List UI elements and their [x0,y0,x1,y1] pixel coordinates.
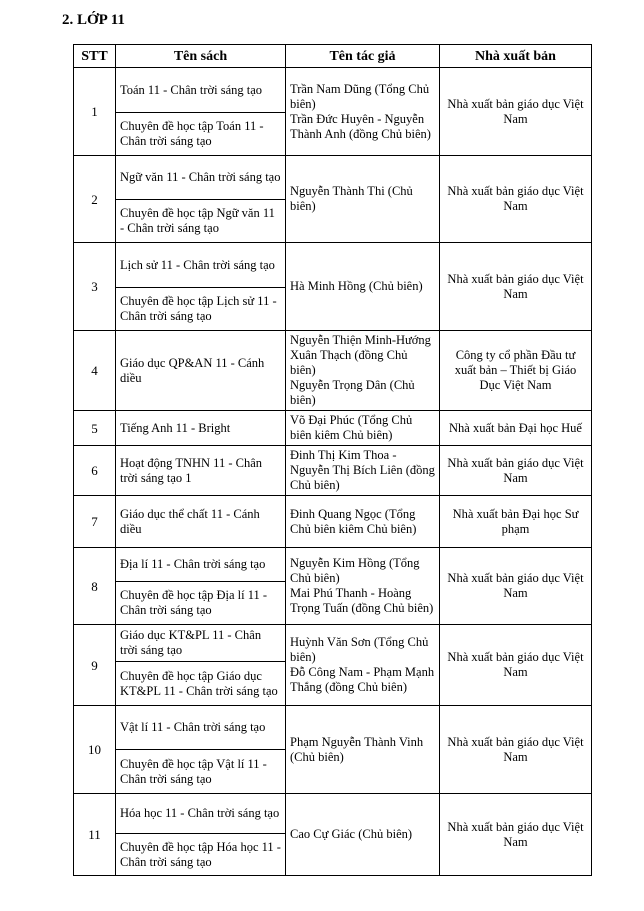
book-titles-cell [116,548,286,625]
book-title: Chuyên đề học tập Giáo dục KT&PL 11 - Chân trời sáng tạo [116,661,285,705]
author-line: Nguyễn Thiện Minh-Hướng Xuân Thạch (đồng Chủ biên) [290,333,431,377]
author-line: Huỳnh Văn Sơn (Tổng Chủ biên) [290,635,429,664]
publisher-cell: Công ty cổ phần Đầu tư xuất bản – Thiết bị Giáo Dục Việt Nam [440,331,592,411]
section-heading: 2. LỚP 11 [62,12,125,28]
book-titles-cell [116,446,286,496]
row-number: 7 [74,496,116,548]
book-title: Chuyên đề học tập Hóa học 11 - Chân trời sáng tạo [116,833,285,875]
book-title: Chuyên đề học tập Ngữ văn 11 - Chân trời sáng tạo [116,199,285,242]
book-titles-cell [116,706,286,794]
row-number: 4 [74,331,116,411]
publisher-cell: Nhà xuất bản Đại học Huế [440,411,592,446]
book-titles-cell [116,411,286,446]
book-titles-cell [116,496,286,548]
book-titles-cell [116,331,286,411]
author-line: Trần Đức Huyên - Nguyễn Thành Anh (đồng Chủ biên) [290,111,431,141]
table-row [74,794,592,876]
author-line: Đinh Thị Kim Thoa - Nguyễn Thị Bích Liên (đồng Chủ biên) [290,448,435,492]
authors-cell [286,156,440,243]
row-number: 9 [74,625,116,706]
book-title: Chuyên đề học tập Toán 11 - Chân trời sáng tạo [116,112,285,155]
book-title: Tiếng Anh 11 - Bright [120,420,231,435]
author-line: Cao Cự Giác (Chủ biên) [290,827,413,841]
book-title: Lịch sử 11 - Chân trời sáng tạo [120,257,275,272]
header-book-title: Tên sách [116,45,286,68]
table-row [74,625,592,706]
header-stt: STT [74,45,116,68]
authors-cell [286,68,440,156]
table-row [74,331,592,411]
authors-cell [286,548,440,625]
authors-cell [286,625,440,706]
publisher-cell: Nhà xuất bản Đại học Sư phạm [440,496,592,548]
author-line: Trần Nam Dũng (Tổng Chủ biên) [290,81,430,111]
authors-cell [286,243,440,331]
book-title: Hoạt động TNHN 11 - Chân trời sáng tạo 1 [120,455,262,485]
authors-cell [286,794,440,876]
author-line: Phạm Nguyễn Thành Vinh (Chủ biên) [290,734,424,764]
textbook-table [73,44,592,876]
table-row [74,706,592,794]
book-title: Giáo dục KT&PL 11 - Chân trời sáng tạo [120,628,262,657]
table-row [74,243,592,331]
row-number: 3 [74,243,116,331]
publisher-cell: Nhà xuất bản giáo dục Việt Nam [440,156,592,243]
book-titles-cell [116,243,286,331]
authors-cell [286,706,440,794]
author-line: Đỗ Công Nam - Phạm Mạnh Thắng (đồng Chủ biên) [290,665,435,694]
row-number: 5 [74,411,116,446]
book-title: Hóa học 11 - Chân trời sáng tạo [120,806,280,820]
row-number: 10 [74,706,116,794]
authors-cell [286,446,440,496]
book-title: Giáo dục thể chất 11 - Cánh diều [120,506,260,536]
publisher-cell: Nhà xuất bản giáo dục Việt Nam [440,548,592,625]
publisher-cell: Nhà xuất bản giáo dục Việt Nam [440,243,592,331]
table-row [74,156,592,243]
author-line: Đinh Quang Ngọc (Tổng Chủ biên kiêm Chủ biên) [290,506,417,536]
publisher-cell: Nhà xuất bản giáo dục Việt Nam [440,706,592,794]
book-titles-cell [116,794,286,876]
header-author: Tên tác giả [286,45,440,68]
row-number: 2 [74,156,116,243]
authors-cell [286,496,440,548]
row-number: 11 [74,794,116,876]
publisher-cell: Nhà xuất bản giáo dục Việt Nam [440,68,592,156]
publisher-cell: Nhà xuất bản giáo dục Việt Nam [440,794,592,876]
book-title: Ngữ văn 11 - Chân trời sáng tạo [120,170,281,184]
author-line: Mai Phú Thanh - Hoàng Trọng Tuấn (đồng Chủ biên) [290,586,434,615]
header-publisher: Nhà xuất bản [440,45,592,68]
table-row [74,411,592,446]
row-number: 6 [74,446,116,496]
book-title: Địa lí 11 - Chân trời sáng tạo [120,557,266,571]
book-titles-cell [116,156,286,243]
row-number: 1 [74,68,116,156]
book-title: Toán 11 - Chân trời sáng tạo [120,82,263,97]
table-row [74,548,592,625]
book-title: Giáo dục QP&AN 11 - Cánh diều [120,355,265,385]
row-number: 8 [74,548,116,625]
table-header-row [74,45,592,68]
author-line: Nguyễn Trọng Dân (Chủ biên) [290,378,415,407]
author-line: Nguyễn Thành Thi (Chủ biên) [290,184,413,213]
book-title: Chuyên đề học tập Lịch sử 11 - Chân trời sáng tạo [116,287,285,330]
book-titles-cell [116,68,286,156]
table-row [74,446,592,496]
table-row [74,496,592,548]
authors-cell [286,411,440,446]
authors-cell [286,331,440,411]
publisher-cell: Nhà xuất bản giáo dục Việt Nam [440,446,592,496]
author-line: Nguyễn Kim Hồng (Tổng Chủ biên) [290,556,420,585]
book-titles-cell [116,625,286,706]
book-title: Chuyên đề học tập Vật lí 11 - Chân trời sáng tạo [116,749,285,793]
table-row [74,68,592,156]
author-line: Hà Minh Hồng (Chủ biên) [290,279,423,293]
book-title: Vật lí 11 - Chân trời sáng tạo [120,720,266,734]
book-title: Chuyên đề học tập Địa lí 11 - Chân trời sáng tạo [116,581,285,624]
author-line: Võ Đại Phúc (Tổng Chủ biên kiêm Chủ biên) [290,413,413,442]
publisher-cell: Nhà xuất bản giáo dục Việt Nam [440,625,592,706]
